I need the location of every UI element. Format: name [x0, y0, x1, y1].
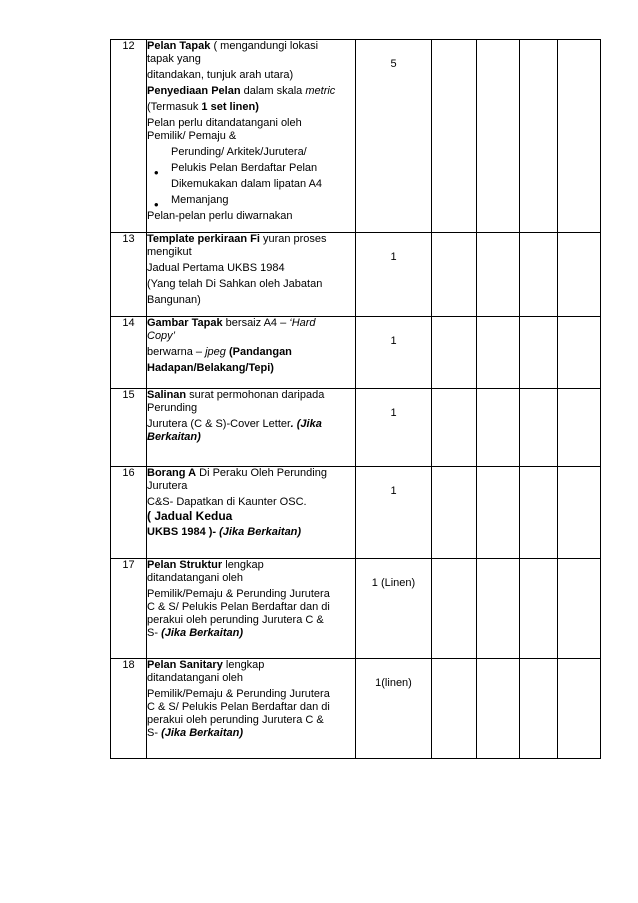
item-quantity	[356, 233, 432, 317]
text-run: C & S/ Pelukis Pelan Berdaftar dan di	[147, 701, 330, 713]
description-line	[147, 85, 355, 98]
requirements-table	[110, 39, 601, 759]
text-run: perakui oleh perunding Jurutera C &	[147, 714, 324, 726]
text-run: Template perkiraan Fi	[147, 233, 260, 245]
description-line	[147, 418, 355, 431]
text-run: Jurutera	[147, 480, 188, 492]
text-run: C & S/ Pelukis Pelan Berdaftar dan di	[147, 601, 330, 613]
text-run: Salinan	[147, 389, 187, 401]
text-run: ditandatangani oleh	[147, 672, 244, 684]
checkbox-cell	[477, 659, 520, 759]
quantity-value: 1	[390, 485, 397, 497]
text-run: Penyediaan Pelan	[147, 85, 241, 97]
text-run: ( Jadual Kedua	[147, 509, 233, 523]
text-run: 1 set linen)	[201, 101, 259, 113]
text-run: bersaiz A4 –	[222, 317, 290, 329]
checkbox-cell	[432, 467, 477, 559]
description-line	[147, 480, 355, 493]
checkbox-cell	[432, 40, 477, 233]
item-description	[147, 559, 356, 659]
checkbox-cell	[558, 40, 601, 233]
description-line	[147, 614, 355, 627]
table-row	[111, 233, 601, 317]
description-line	[147, 688, 355, 701]
text-run: (Yang telah Di Sahkan oleh Jabatan	[147, 278, 323, 290]
description-line	[147, 117, 355, 130]
description-line	[147, 69, 355, 82]
table-row	[111, 559, 601, 659]
checkbox-cell	[558, 467, 601, 559]
text-run: Di Peraku Oleh Perunding	[196, 467, 327, 479]
description-line	[147, 362, 355, 375]
checkbox-cell	[477, 317, 520, 389]
item-quantity	[356, 389, 432, 467]
item-number: 13	[111, 233, 147, 317]
description-line	[147, 496, 355, 509]
checkbox-cell	[477, 467, 520, 559]
description-line	[147, 346, 355, 359]
text-run: (Jika Berkaitan)	[161, 727, 243, 739]
text-run: (Jika Berkaitan)	[219, 526, 302, 538]
checkbox-cell	[520, 467, 558, 559]
item-description	[147, 233, 356, 317]
description-line	[147, 210, 355, 223]
text-run: Jadual Pertama UKBS 1984	[147, 262, 285, 274]
item-number: 18	[111, 659, 147, 759]
bullet-list	[147, 146, 355, 207]
checkbox-cell	[558, 389, 601, 467]
text-run: perakui oleh perunding Jurutera C &	[147, 614, 324, 626]
description-line	[147, 659, 355, 672]
item-quantity	[356, 317, 432, 389]
description-line	[147, 233, 355, 246]
text-run: Pelan Tapak	[147, 40, 211, 52]
text-run: Gambar Tapak	[147, 317, 223, 329]
description-line	[147, 627, 355, 640]
description-line	[147, 572, 355, 585]
text-run: C&S- Dapatkan di Kaunter OSC.	[147, 496, 307, 508]
checkbox-cell	[477, 559, 520, 659]
checkbox-cell	[558, 559, 601, 659]
table-body	[111, 40, 601, 759]
text-run: UKBS 1984 )-	[147, 526, 220, 538]
text-run: jpeg	[205, 346, 226, 358]
checkbox-cell	[432, 317, 477, 389]
text-run: ditandakan, tunjuk arah utara)	[147, 69, 294, 81]
text-run: (Pandangan	[228, 346, 292, 358]
description-line	[147, 278, 355, 291]
text-run: S-	[147, 727, 162, 739]
item-quantity	[356, 40, 432, 233]
item-number: 14	[111, 317, 147, 389]
quantity-value: 1	[390, 407, 397, 419]
text-run: Pelan-pelan perlu diwarnakan	[147, 210, 293, 222]
table-row	[111, 389, 601, 467]
text-run: Pemilik/Pemaju & Perunding Jurutera	[147, 688, 330, 700]
checkbox-cell	[432, 559, 477, 659]
text-run: lengkap	[222, 559, 264, 571]
table-row	[111, 467, 601, 559]
checkbox-cell	[477, 389, 520, 467]
bullet-item: Dikemukakan dalam lipatan A4	[171, 178, 323, 190]
text-run: Berkaitan)	[147, 431, 201, 443]
quantity-value: 5	[390, 58, 397, 70]
checkbox-cell	[520, 559, 558, 659]
bullet-item: • Memanjang	[147, 194, 355, 207]
checkbox-cell	[520, 389, 558, 467]
text-run: (Termasuk	[147, 101, 202, 113]
checkbox-cell	[558, 233, 601, 317]
checkbox-cell	[432, 233, 477, 317]
quantity-value: 1	[390, 251, 397, 263]
text-run: dalam skala	[240, 85, 306, 97]
text-run: ‘Hard	[289, 317, 316, 329]
description-line	[147, 526, 355, 539]
description-line	[147, 246, 355, 259]
text-run: Pelan Sanitary	[147, 659, 223, 671]
text-run: Borang A	[147, 467, 197, 479]
quantity-value: 1	[390, 335, 397, 347]
checkbox-cell	[520, 233, 558, 317]
text-run: (Jika Berkaitan)	[161, 627, 243, 639]
checkbox-cell	[520, 659, 558, 759]
description-line	[147, 101, 355, 114]
description-line	[147, 53, 355, 66]
table-row	[111, 659, 601, 759]
bullet-item: • Pelukis Pelan Berdaftar Pelan	[147, 162, 355, 175]
item-number: 12	[111, 40, 147, 233]
description-line	[147, 588, 355, 601]
text-run: Pemilik/ Pemaju &	[147, 130, 237, 142]
text-run: Perunding	[147, 402, 198, 414]
item-description	[147, 467, 356, 559]
item-number: 17	[111, 559, 147, 659]
description-line	[147, 330, 355, 343]
quantity-value: 1 (Linen)	[371, 577, 416, 589]
text-run: tapak yang	[147, 53, 201, 65]
description-line	[147, 727, 355, 740]
checkbox-cell	[432, 659, 477, 759]
description-line	[147, 509, 355, 523]
checkbox-cell	[477, 233, 520, 317]
description-line	[147, 317, 355, 330]
quantity-value: 1(linen)	[375, 677, 412, 689]
table-row	[111, 40, 601, 233]
text-run: surat permohonan daripada	[186, 389, 325, 401]
description-line	[147, 601, 355, 614]
checkbox-cell	[520, 317, 558, 389]
description-line	[147, 402, 355, 415]
checkbox-cell	[520, 40, 558, 233]
description-line	[147, 40, 355, 53]
item-number: 16	[111, 467, 147, 559]
description-line	[147, 294, 355, 307]
text-run: Jurutera (C & S)-Cover Letter	[147, 418, 291, 430]
text-run: . (Jika	[290, 418, 322, 430]
text-run: ditandatangani oleh	[147, 572, 244, 584]
text-run: Copy’	[147, 330, 176, 342]
text-run: mengikut	[147, 246, 192, 258]
description-line	[147, 559, 355, 572]
bullet-item: Perunding/ Arkitek/Jurutera/	[171, 146, 307, 158]
item-description	[147, 659, 356, 759]
description-line	[147, 467, 355, 480]
description-line	[147, 389, 355, 402]
text-run: Pelan perlu ditandatangani oleh	[147, 117, 302, 129]
item-quantity	[356, 467, 432, 559]
text-run: Bangunan)	[147, 294, 201, 306]
item-number: 15	[111, 389, 147, 467]
checkbox-cell	[558, 317, 601, 389]
item-quantity	[356, 659, 432, 759]
text-run: ( mengandungi lokasi	[210, 40, 319, 52]
item-quantity	[356, 559, 432, 659]
description-line	[147, 714, 355, 727]
text-run: S-	[147, 627, 162, 639]
text-run: lengkap	[222, 659, 265, 671]
text-run: yuran proses	[259, 233, 327, 245]
text-run: Pemilik/Pemaju & Perunding Jurutera	[147, 588, 330, 600]
text-run: Hadapan/Belakang/Tepi)	[147, 362, 274, 374]
description-line	[147, 130, 355, 143]
item-description	[147, 40, 356, 233]
text-run: metric	[305, 85, 336, 97]
item-description	[147, 317, 356, 389]
description-line	[147, 701, 355, 714]
item-description	[147, 389, 356, 467]
checkbox-cell	[558, 659, 601, 759]
description-line	[147, 431, 355, 444]
checkbox-cell	[477, 40, 520, 233]
checkbox-cell	[432, 389, 477, 467]
text-run: Pelan Struktur	[147, 559, 223, 571]
text-run: berwarna –	[147, 346, 206, 358]
table-row	[111, 317, 601, 389]
description-line	[147, 262, 355, 275]
description-line	[147, 672, 355, 685]
